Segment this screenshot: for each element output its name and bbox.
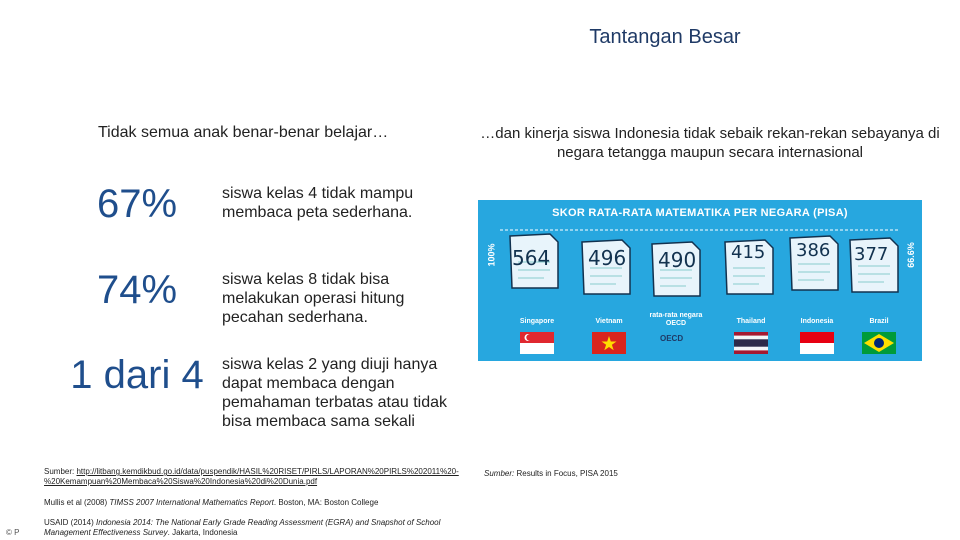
stat-value-3: 1 dari 4 (70, 353, 204, 397)
score-singapore: 564 (512, 246, 551, 270)
source-usaid-place: . Jakarta, Indonesia (167, 528, 238, 537)
vietnam-flag-icon (592, 332, 626, 354)
score-brazil: 377 (854, 244, 889, 265)
score-vietnam: 496 (588, 246, 627, 270)
source-pisa (484, 469, 784, 479)
country-card-indonesia (788, 234, 840, 297)
country-name-singapore: Singapore (519, 318, 555, 325)
source-timss-title: TIMSS 2007 International Mathematics Report (109, 498, 274, 507)
footer-mark: © P (6, 528, 20, 537)
score-thailand: 415 (731, 242, 766, 263)
country-card-singapore (508, 232, 560, 295)
source-pisa-prefix: Sumber: (484, 469, 517, 478)
source-pisa-text: Results in Focus, PISA 2015 (516, 469, 618, 478)
axis-label-left: 100% (486, 243, 497, 267)
indonesia-flag-icon (800, 332, 834, 354)
slide-title: Tantangan Besar (589, 26, 741, 48)
stat-desc-1: siswa kelas 4 tidak mampu membaca peta sederhana. (222, 185, 414, 221)
singapore-flag-icon (520, 332, 554, 354)
country-name-brazil: Brazil (869, 318, 889, 325)
source-prefix: Sumber: (44, 467, 77, 476)
oecd-logo: OECD (660, 334, 684, 343)
source-timss (44, 498, 464, 508)
country-card-vietnam (580, 238, 632, 301)
score-oecd: 490 (658, 248, 697, 272)
stat-desc-3: siswa kelas 2 yang diuji hanya dapat membaca dengan pemahaman terbatas atau tidak bisa membaca sama sekali (222, 356, 448, 430)
country-name-indonesia: Indonesia (800, 318, 834, 325)
source-link-pirls[interactable]: http://litbang.kemdikbud.go.id/data/puspendik/HASIL%20RISET/PIRLS/LAPORAN%20PIRLS%202011%20-%20Kemampuan%20Membaca%20Siswa%20Indonesia%20di%20Dunia.pdf (44, 467, 459, 486)
thailand-flag-icon (734, 332, 768, 354)
source-pirls (44, 467, 464, 487)
stat-desc-2: siswa kelas 8 tidak bisa melakukan operasi hitung pecahan sederhana. (222, 271, 405, 326)
stat-value-2: 74% (96, 268, 178, 312)
country-card-brazil (848, 236, 900, 299)
right-heading: …dan kinerja siswa Indonesia tidak sebaik rekan-rekan sebayanya di negara tetangga maupun secara internasional (480, 125, 940, 161)
source-usaid-title: Indonesia 2014: The National Early Grade Reading Assessment (EGRA) and Snapshot of School Management Effectiveness Survey (44, 518, 441, 537)
country-card-thailand (723, 238, 775, 301)
pisa-title: SKOR RATA-RATA MATEMATIKA PER NEGARA (PISA) (552, 207, 848, 219)
left-heading: Tidak semua anak benar-benar belajar… (98, 124, 389, 141)
pisa-infographic (478, 200, 922, 361)
source-timss-publisher: . Boston, MA: Boston College (273, 498, 379, 507)
score-indonesia: 386 (796, 240, 831, 261)
country-name-thailand: Thailand (736, 318, 766, 325)
brazil-flag-icon (862, 332, 896, 354)
axis-label-right: 66.6% (905, 242, 916, 268)
source-timss-author: Mullis et al (2008) (44, 498, 110, 507)
stat-value-1: 67% (96, 182, 178, 226)
country-card-oecd (650, 240, 702, 303)
source-usaid (44, 518, 464, 538)
source-usaid-author: USAID (2014) (44, 518, 97, 527)
country-name-vietnam: Vietnam (595, 318, 623, 325)
country-name-oecd: rata-rata negara OECD (649, 312, 703, 327)
